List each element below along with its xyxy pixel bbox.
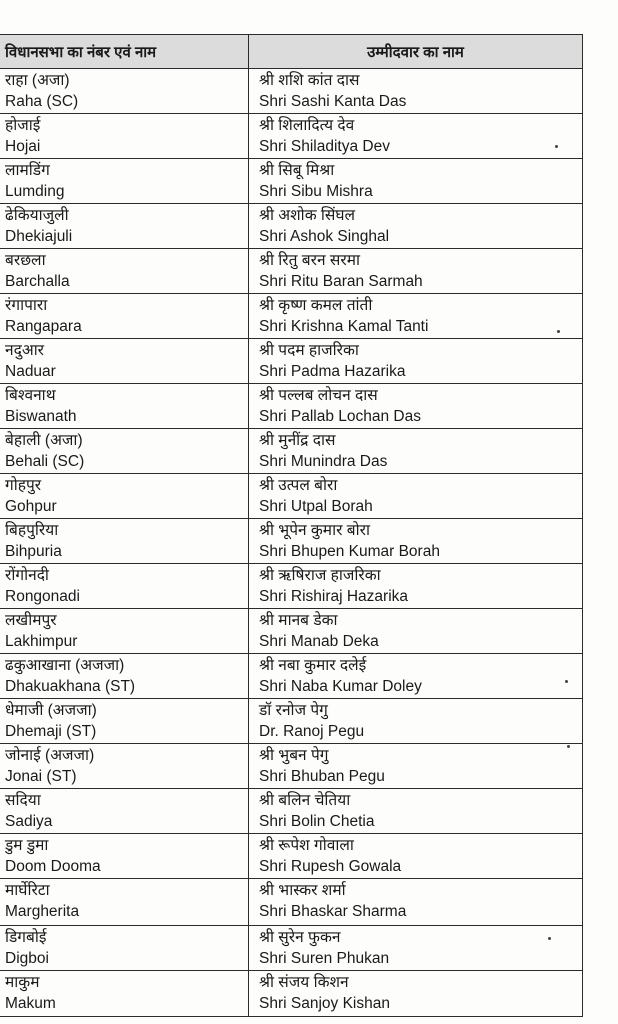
constituency-name-english: Bihpuria xyxy=(5,543,62,560)
table-row xyxy=(0,114,583,159)
candidate-cell xyxy=(249,249,583,294)
table-row xyxy=(0,339,583,384)
table-row xyxy=(0,699,583,744)
candidate-name-english: Shri Naba Kumar Doley xyxy=(259,678,422,695)
constituency-name-hindi: राहा (अजा) xyxy=(5,72,70,89)
constituency-cell xyxy=(0,69,249,114)
constituency-name-english: Hojai xyxy=(5,138,41,155)
candidate-name-hindi: श्री ऋषिराज हाजरिका xyxy=(259,567,381,584)
constituency-name-english: Lumding xyxy=(5,183,65,200)
constituency-cell xyxy=(0,294,249,339)
candidate-name-hindi: डॉ रनोज पेगु xyxy=(259,702,328,719)
candidate-name-english: Shri Rishiraj Hazarika xyxy=(259,588,409,605)
constituency-name-hindi: होजाई xyxy=(5,117,41,134)
constituency-name-english: Makum xyxy=(5,995,56,1012)
table-row xyxy=(0,609,583,654)
scan-speck xyxy=(567,745,570,748)
constituency-cell xyxy=(0,249,249,294)
candidate-cell xyxy=(249,114,583,159)
table-header-row xyxy=(0,35,583,69)
constituency-name-hindi: डुम डुमा xyxy=(5,837,49,854)
candidate-name-hindi: श्री मुनींद्र दास xyxy=(259,432,336,449)
constituency-name-english: Barchalla xyxy=(5,273,70,290)
constituency-cell xyxy=(0,204,249,249)
constituency-name-english: Doom Dooma xyxy=(5,858,101,875)
candidate-cell xyxy=(249,654,583,699)
constituency-name-english: Digboi xyxy=(5,950,49,967)
scan-speck xyxy=(557,330,560,333)
constituency-name-english: Rangapara xyxy=(5,318,82,335)
constituency-cell xyxy=(0,429,249,474)
candidate-name-english: Shri Sashi Kanta Das xyxy=(259,93,407,110)
candidate-name-english: Shri Krishna Kamal Tanti xyxy=(259,318,429,335)
candidate-name-hindi: श्री मानब डेका xyxy=(259,612,338,629)
candidate-name-hindi: श्री रूपेश गोवाला xyxy=(259,837,354,854)
constituency-name-english: Margherita xyxy=(5,903,80,920)
constituency-name-english: Lakhimpur xyxy=(5,633,78,650)
constituency-name-english: Gohpur xyxy=(5,498,57,515)
constituency-name-english: Dhekiajuli xyxy=(5,228,73,245)
constituency-cell xyxy=(0,114,249,159)
constituency-cell xyxy=(0,564,249,609)
constituency-name-hindi: सदिया xyxy=(5,792,41,809)
constituency-name-hindi: जोनाई (अजजा) xyxy=(5,747,95,764)
constituency-cell xyxy=(0,834,249,879)
candidate-cell xyxy=(249,564,583,609)
candidate-name-english: Shri Munindra Das xyxy=(259,453,388,470)
table-row xyxy=(0,834,583,879)
candidate-cell xyxy=(249,294,583,339)
constituency-name-hindi: ढकुआखाना (अजजा) xyxy=(5,657,125,674)
constituency-cell xyxy=(0,879,249,926)
constituency-cell xyxy=(0,384,249,429)
candidate-name-hindi: श्री शिलादित्य देव xyxy=(259,117,355,134)
constituency-cell xyxy=(0,339,249,384)
constituency-name-english: Dhemaji (ST) xyxy=(5,723,97,740)
scan-speck xyxy=(565,680,568,683)
constituency-cell xyxy=(0,654,249,699)
table-row xyxy=(0,744,583,789)
table-row xyxy=(0,564,583,609)
candidate-name-hindi: श्री शशि कांत दास xyxy=(259,72,360,89)
candidate-name-english: Shri Padma Hazarika xyxy=(259,363,406,380)
constituency-cell xyxy=(0,474,249,519)
candidate-name-hindi: श्री भूपेन कुमार बोरा xyxy=(259,522,370,539)
table-body xyxy=(0,69,583,1017)
candidate-name-english: Shri Ashok Singhal xyxy=(259,228,390,245)
candidate-cell xyxy=(249,384,583,429)
candidate-name-hindi: श्री पल्लब लोचन दास xyxy=(259,387,378,404)
candidate-name-english: Shri Rupesh Gowala xyxy=(259,858,402,875)
constituency-name-english: Raha (SC) xyxy=(5,93,79,110)
candidate-cell xyxy=(249,834,583,879)
table-row xyxy=(0,294,583,339)
candidate-name-english: Shri Pallab Lochan Das xyxy=(259,408,421,425)
constituency-name-english: Biswanath xyxy=(5,408,77,425)
candidate-name-english: Shri Sibu Mishra xyxy=(259,183,373,200)
candidate-cell xyxy=(249,744,583,789)
constituency-name-hindi: बेहाली (अजा) xyxy=(5,432,83,449)
candidate-cell xyxy=(249,159,583,204)
constituency-name-hindi: डिगबोई xyxy=(5,929,47,946)
candidate-name-english: Shri Bhaskar Sharma xyxy=(259,903,407,920)
candidate-cell xyxy=(249,474,583,519)
table-row xyxy=(0,429,583,474)
constituency-name-hindi: धेमाजी (अजजा) xyxy=(5,702,97,719)
constituency-name-english: Rongonadi xyxy=(5,588,80,605)
candidate-name-english: Shri Bolin Chetia xyxy=(259,813,375,830)
constituency-cell xyxy=(0,519,249,564)
scan-speck xyxy=(555,145,558,148)
constituency-name-english: Dhakuakhana (ST) xyxy=(5,678,136,695)
constituency-name-hindi: रोंगोनदी xyxy=(5,567,49,584)
constituency-name-hindi: लखीमपुर xyxy=(5,612,57,629)
candidate-name-hindi: श्री बलिन चेतिया xyxy=(259,792,351,809)
candidate-name-english: Shri Bhuban Pegu xyxy=(259,768,385,785)
table-row xyxy=(0,971,583,1017)
constituency-cell xyxy=(0,609,249,654)
candidate-name-hindi: श्री नबा कुमार दलेई xyxy=(259,657,367,674)
constituency-name-hindi: नदुआर xyxy=(5,342,45,359)
constituency-cell xyxy=(0,926,249,971)
candidate-name-hindi: श्री कृष्ण कमल तांती xyxy=(259,297,373,314)
scan-speck xyxy=(548,937,551,940)
constituency-name-hindi: माकुम xyxy=(5,974,40,991)
candidate-cell xyxy=(249,429,583,474)
candidate-cell xyxy=(249,609,583,654)
constituency-name-hindi: रंगापारा xyxy=(5,297,48,314)
table-row xyxy=(0,926,583,971)
candidate-name-english: Shri Utpal Borah xyxy=(259,498,373,515)
candidate-name-hindi: श्री रितु बरन सरमा xyxy=(259,252,360,269)
table-row xyxy=(0,474,583,519)
candidate-name-english: Shri Shiladitya Dev xyxy=(259,138,390,155)
table-row xyxy=(0,789,583,834)
candidate-cell xyxy=(249,879,583,926)
constituency-name-hindi: बरछला xyxy=(5,252,46,269)
constituency-name-hindi: लामडिंग xyxy=(5,162,50,179)
constituency-name-hindi: मार्घेरिटा xyxy=(5,882,50,899)
candidate-cell xyxy=(249,789,583,834)
candidate-name-english: Shri Sanjoy Kishan xyxy=(259,995,390,1012)
constituency-cell xyxy=(0,159,249,204)
constituency-name-hindi: गोहपुर xyxy=(5,477,42,494)
candidate-cell xyxy=(249,339,583,384)
candidate-cell xyxy=(249,699,583,744)
constituency-cell xyxy=(0,744,249,789)
table-row xyxy=(0,384,583,429)
constituency-name-english: Jonai (ST) xyxy=(5,768,77,785)
table-row xyxy=(0,879,583,926)
candidate-table xyxy=(0,34,583,1017)
candidate-name-english: Shri Bhupen Kumar Borah xyxy=(259,543,440,560)
candidate-cell xyxy=(249,971,583,1017)
candidate-name-hindi: श्री उत्पल बोरा xyxy=(259,477,338,494)
candidate-name-hindi: श्री सिबू मिश्रा xyxy=(259,162,335,179)
candidate-name-english: Shri Suren Phukan xyxy=(259,950,390,967)
table-row xyxy=(0,204,583,249)
constituency-header: विधानसभा का नंबर एवं नाम xyxy=(0,35,249,69)
candidate-name-hindi: श्री पदम हाजरिका xyxy=(259,342,359,359)
candidate-name-hindi: श्री भुबन पेगु xyxy=(259,747,329,764)
table-row xyxy=(0,69,583,114)
constituency-name-english: Behali (SC) xyxy=(5,453,85,470)
constituency-cell xyxy=(0,699,249,744)
constituency-name-hindi: बिश्वनाथ xyxy=(5,387,56,404)
candidate-cell xyxy=(249,204,583,249)
constituency-name-english: Sadiya xyxy=(5,813,53,830)
candidate-name-hindi: श्री अशोक सिंघल xyxy=(259,207,356,224)
constituency-name-english: Naduar xyxy=(5,363,56,380)
table-row xyxy=(0,519,583,564)
candidate-name-english: Shri Manab Deka xyxy=(259,633,379,650)
candidate-name-hindi: श्री सुरेन फुकन xyxy=(259,929,341,946)
table-row xyxy=(0,159,583,204)
constituency-cell xyxy=(0,789,249,834)
candidate-cell xyxy=(249,69,583,114)
candidate-name-english: Shri Ritu Baran Sarmah xyxy=(259,273,423,290)
candidate-header: उम्मीदवार का नाम xyxy=(249,35,583,69)
candidate-cell xyxy=(249,519,583,564)
constituency-cell xyxy=(0,971,249,1017)
candidate-name-hindi: श्री संजय किशन xyxy=(259,974,349,991)
table-row xyxy=(0,249,583,294)
constituency-name-hindi: बिहपुरिया xyxy=(5,522,59,539)
candidate-name-english: Dr. Ranoj Pegu xyxy=(259,723,365,740)
candidate-name-hindi: श्री भास्कर शर्मा xyxy=(259,882,346,899)
table-row xyxy=(0,654,583,699)
constituency-name-hindi: ढेकियाजुली xyxy=(5,207,69,224)
candidate-cell xyxy=(249,926,583,971)
